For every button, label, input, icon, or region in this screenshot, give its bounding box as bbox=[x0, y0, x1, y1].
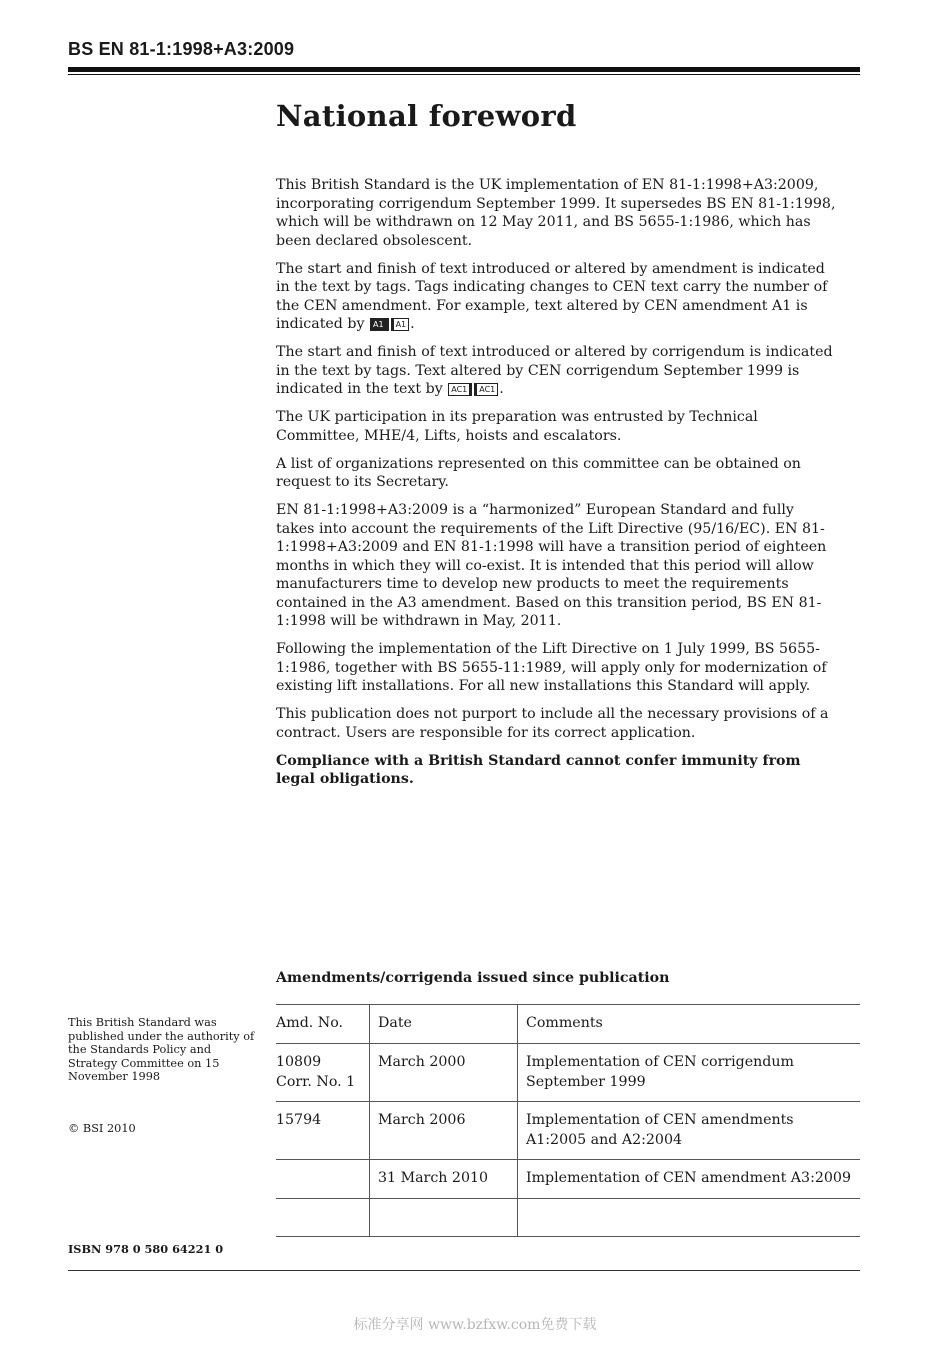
paragraph-organizations: A list of organizations represented on this committee can be obtained on request to its Secretary. bbox=[276, 455, 801, 490]
page-title: National foreword bbox=[276, 99, 577, 133]
isbn: ISBN 978 0 580 64221 0 bbox=[68, 1242, 224, 1256]
amendments-heading: Amendments/corrigenda issued since publication bbox=[276, 970, 670, 986]
corrigendum-start-tag: AC1 bbox=[448, 383, 472, 396]
cell-comments: Implementation of CEN corrigendum September 1999 bbox=[518, 1044, 861, 1102]
paragraph-amendment-tags: The start and finish of text introduced or altered by amendment is indicated in the text by tags. Tags indicating changes to CEN text carry the number of the CEN amendment. For example, text altered by CEN amendment A1 is indicated by A1 A1 . bbox=[276, 260, 828, 332]
amendment-start-tag: A1 bbox=[370, 318, 389, 331]
cell-comments: Implementation of CEN amendment A3:2009 bbox=[518, 1160, 861, 1199]
paragraph-committee: The UK participation in its preparation was entrusted by Technical Committee, MHE/4, Lifts, hoists and escalators. bbox=[276, 409, 758, 444]
cell-comments: Implementation of CEN amendments A1:2005 and A2:2004 bbox=[518, 1102, 861, 1160]
amendment-end-tag: A1 bbox=[391, 318, 410, 331]
table-row bbox=[276, 1198, 860, 1236]
cell-date: 31 March 2010 bbox=[370, 1160, 518, 1199]
table-header-row bbox=[276, 1005, 860, 1044]
header-rule-thick bbox=[68, 67, 860, 72]
footer-rule bbox=[68, 1270, 860, 1271]
publication-authority-note: This British Standard was published under the authority of the Standards Policy and Strategy Committee on 15 November 1998 bbox=[68, 1016, 255, 1083]
copyright-notice: © BSI 2010 bbox=[68, 1122, 136, 1135]
cell-comments bbox=[518, 1198, 861, 1236]
watermark: 标准分享网 www.bzfxw.com免费下载 bbox=[353, 1317, 597, 1333]
header-rule-thin bbox=[68, 74, 860, 75]
amendment-tags-text: The start and finish of text introduced or altered by amendment is indicated in the text by tags. Tags indicating changes to CEN text carry the number of the CEN amendment. For example, text altered by CEN amendment A1 is indicated by bbox=[276, 260, 828, 332]
cell-amd-no bbox=[276, 1102, 370, 1160]
amd-number: 15794 bbox=[276, 1112, 322, 1128]
paragraph-lift-directive: Following the implementation of the Lift Directive on 1 July 1999, BS 5655-1:1986, together with BS 5655-11:1989, will apply only for modernization of existing lift installations. For all new installations this Standard will apply. bbox=[276, 641, 827, 694]
cell-amd-no bbox=[276, 1044, 370, 1102]
document-id: BS EN 81-1:1998+A3:2009 bbox=[68, 39, 295, 59]
column-header-comments: Comments bbox=[518, 1005, 861, 1044]
column-header-date: Date bbox=[370, 1005, 518, 1044]
paragraph-contract: This publication does not purport to include all the necessary provisions of a contract. Users are responsible for its correct application. bbox=[276, 706, 829, 741]
cell-date: March 2000 bbox=[370, 1044, 518, 1102]
amd-corr-number: Corr. No. 1 bbox=[276, 1073, 356, 1090]
foreword-body bbox=[276, 176, 836, 798]
paragraph-compliance: Compliance with a British Standard cannot confer immunity from legal obligations. bbox=[276, 752, 801, 787]
corrigendum-tags-text: The start and finish of text introduced or altered by corrigendum is indicated in the text by tags. Text altered by CEN corrigendum September 1999 is indicated in the text by bbox=[276, 344, 833, 397]
cell-amd-no bbox=[276, 1160, 370, 1199]
cell-amd-no bbox=[276, 1198, 370, 1236]
paragraph-harmonized: EN 81-1:1998+A3:2009 is a “harmonized” European Standard and fully takes into account the requirements of the Lift Directive (95/16/EC). EN 81-1:1998+A3:2009 and EN 81-1:1998 will have a transition period of eighteen months in which they will co-exist. It is intended that this period will allow manufacturers time to develop new products to meet the requirements contained in the A3 amendment. Based on this transition period, BS EN 81-1:1998 will be withdrawn in May, 2011. bbox=[276, 502, 827, 629]
amendments-table bbox=[276, 1004, 860, 1237]
cell-date: March 2006 bbox=[370, 1102, 518, 1160]
corrigendum-end-tag: AC1 bbox=[474, 383, 498, 396]
paragraph-corrigendum-tags: The start and finish of text introduced or altered by corrigendum is indicated in the text by tags. Text altered by CEN corrigendum September 1999 is indicated in the text by AC1 AC1 . bbox=[276, 344, 833, 397]
table-row bbox=[276, 1102, 860, 1160]
cell-date bbox=[370, 1198, 518, 1236]
table-row bbox=[276, 1160, 860, 1199]
paragraph-implementation: This British Standard is the UK implementation of EN 81-1:1998+A3:2009, incorporating corrigendum September 1999. It supersedes BS EN 81-1:1998, which will be withdrawn on 12 May 2011, and BS 5655-1:1986, which has been declared obsolescent. bbox=[276, 177, 836, 249]
column-header-amd-no: Amd. No. bbox=[276, 1005, 370, 1044]
table-row bbox=[276, 1044, 860, 1102]
amd-number: 10809 bbox=[276, 1054, 322, 1070]
